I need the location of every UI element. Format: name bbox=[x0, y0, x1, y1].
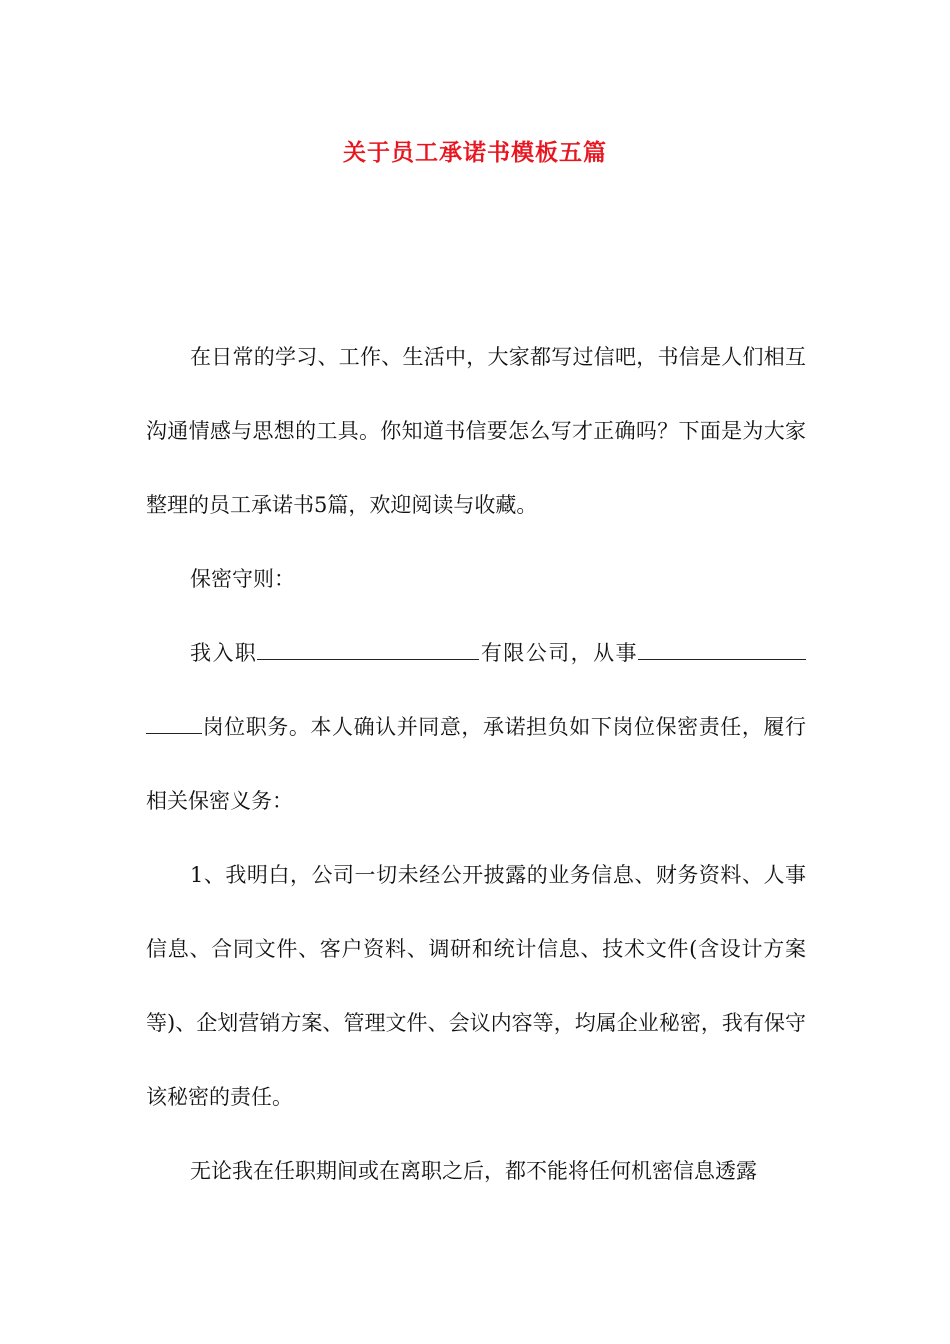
clause-1-paragraph: 1、我明白，公司一切未经公开披露的业务信息、财务资料、人事信息、合同文件、客户资料、调研和统计信息、技术文件(含设计方案等)、企划营销方案、管理文件、会议内容等，均属企业秘密，我有保守该秘密的责任。 bbox=[146, 863, 806, 1109]
document-body bbox=[146, 320, 806, 1208]
document-title: 关于员工承诺书模板五篇 bbox=[343, 139, 607, 166]
pledge-paragraph bbox=[146, 616, 806, 838]
section-heading: 保密守则： bbox=[190, 567, 295, 591]
pledge-text-part3: 岗位职务。本人确认并同意，承诺担负如下岗位保密责任，履行相关保密义务： bbox=[146, 715, 806, 813]
intro-paragraph: 在日常的学习、工作、生活中，大家都写过信吧，书信是人们相互沟通情感与思想的工具。你知道书信要怎么写才正确吗？下面是为大家整理的员工承诺书5篇，欢迎阅读与收藏。 bbox=[146, 345, 806, 517]
confidentiality-paragraph: 无论我在任职期间或在离职之后，都不能将任何机密信息透露 bbox=[190, 1159, 757, 1183]
position-blank bbox=[638, 637, 806, 660]
pledge-text-part2: 有限公司，从事 bbox=[479, 641, 639, 665]
pledge-text-part1: 我入职 bbox=[190, 641, 258, 665]
position-blank-continued bbox=[146, 711, 202, 734]
company-name-blank bbox=[257, 637, 479, 660]
